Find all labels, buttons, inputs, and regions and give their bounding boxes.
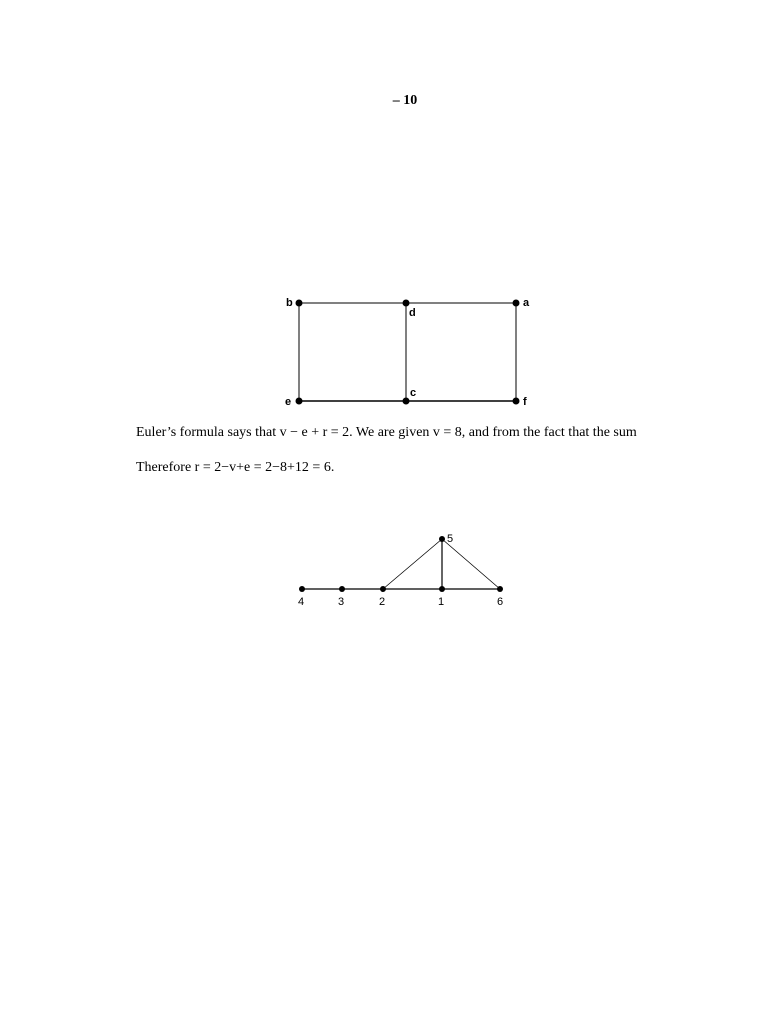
edge-5-6	[442, 539, 500, 589]
faces-result-text: Therefore r = 2−v+e = 2−8+12 = 6.	[136, 460, 335, 475]
vertex-6	[497, 586, 503, 592]
vertex-label-f: f	[523, 396, 527, 408]
vertex-label-6: 6	[497, 596, 504, 608]
vertex-4	[299, 586, 305, 592]
vertex-label-a: a	[523, 297, 530, 309]
vertex-1	[439, 586, 445, 592]
vertex-label-5: 5	[447, 533, 454, 545]
vertex-3	[339, 586, 345, 592]
edge-2-5	[383, 539, 442, 589]
vertex-label-b: b	[286, 297, 293, 309]
vertex-5	[439, 536, 445, 542]
vertex-label-3: 3	[338, 596, 345, 608]
vertex-2	[380, 586, 386, 592]
vertex-label-1: 1	[438, 596, 445, 608]
vertex-label-c: c	[410, 387, 417, 399]
page-number: – 10	[392, 93, 418, 108]
vertex-label-2: 2	[379, 596, 386, 608]
vertex-label-e: e	[285, 396, 292, 408]
vertex-label-d: d	[409, 307, 416, 319]
euler-formula-text: Euler’s formula says that v − e + r = 2. We are given v = 8, and from the fact that the sum	[136, 425, 637, 440]
vertex-label-4: 4	[298, 596, 305, 608]
